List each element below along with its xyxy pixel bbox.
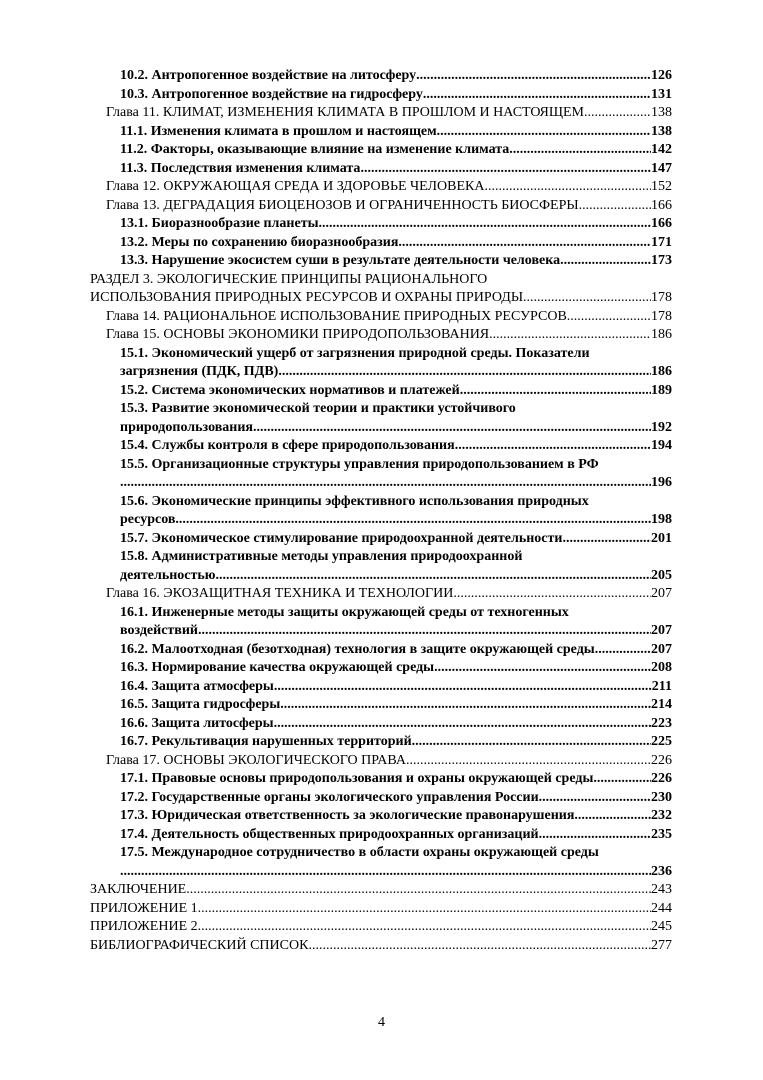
toc-entry-page: 173 — [651, 253, 672, 268]
toc-entry-title: Глава 16. ЭКОЗАЩИТНАЯ ТЕХНИКА И ТЕХНОЛОГИИ — [106, 586, 454, 601]
toc-entry-page: 142 — [651, 142, 672, 157]
toc-entry-title: ЗАКЛЮЧЕНИЕ — [90, 882, 187, 897]
toc-entry-page: 138 — [651, 123, 672, 139]
toc-entry[interactable] — [90, 308, 672, 327]
dot-leader — [437, 123, 651, 142]
dot-leader — [186, 881, 651, 900]
toc-entry[interactable] — [90, 678, 672, 697]
toc-entry-title: Глава 11. КЛИМАТ, ИЗМЕНЕНИЯ КЛИМАТА В ПРОШЛОМ И НАСТОЯЩЕМ — [106, 105, 584, 120]
toc-entry-page: 235 — [651, 826, 672, 842]
dot-leader — [274, 715, 651, 734]
toc-entry-title: 10.2. Антропогенное воздействие на литосферу — [120, 68, 417, 83]
toc-entry-title: ИСПОЛЬЗОВАНИЯ ПРИРОДНЫХ РЕСУРСОВ И ОХРАНЫ ПРИРОДЫ — [90, 290, 524, 305]
dot-leader — [434, 659, 651, 678]
dot-leader — [120, 474, 651, 493]
toc-entry[interactable] — [90, 178, 672, 197]
toc-entry[interactable] — [90, 326, 672, 345]
toc-entry-title: 11.1. Изменения климата в прошлом и настоящем — [120, 123, 437, 139]
dot-leader — [280, 696, 651, 715]
toc-entry-title: Глава 13. ДЕГРАДАЦИЯ БИОЦЕНОЗОВ И ОГРАНИЧЕННОСТЬ БИОСФЕРЫ — [106, 197, 579, 213]
toc-entry-page: 226 — [651, 771, 672, 786]
toc-entry-page: 236 — [651, 863, 672, 879]
dot-leader — [253, 419, 651, 438]
dot-leader — [412, 733, 651, 752]
toc-entry-page: 186 — [651, 327, 672, 342]
toc-entry[interactable] — [90, 918, 672, 937]
toc-entry-title: 10.3. Антропогенное воздействие на гидросферу — [120, 86, 423, 102]
toc-entry-title: ресурсов — [120, 512, 176, 527]
toc-entry[interactable] — [90, 345, 672, 382]
toc-entry-page: 189 — [651, 382, 672, 398]
dot-leader — [595, 641, 651, 660]
toc-entry[interactable] — [90, 715, 672, 734]
dot-leader — [453, 585, 651, 604]
toc-entry[interactable] — [90, 881, 672, 900]
toc-entry-title: ПРИЛОЖЕНИЕ 2 — [90, 919, 198, 934]
toc-entry-page: 171 — [651, 234, 672, 250]
toc-entry-title: 13.1. Биоразнообразие планеты — [120, 216, 319, 231]
toc-entry-page: 178 — [651, 290, 672, 305]
toc-entry-page: 245 — [651, 919, 672, 934]
dot-leader — [398, 234, 651, 253]
toc-entry-page: 131 — [651, 86, 672, 102]
toc-entry[interactable] — [90, 752, 672, 771]
toc-entry[interactable] — [90, 123, 672, 142]
toc-entry-page: 126 — [651, 68, 672, 83]
toc-entry[interactable] — [90, 826, 672, 845]
toc-entry-page: 211 — [651, 678, 672, 694]
toc-entry-title: 11.2. Факторы, оказывающие влияние на изменение климата — [120, 142, 510, 157]
dot-leader — [460, 382, 651, 401]
toc-entry-page: 277 — [651, 937, 672, 953]
toc-entry[interactable] — [90, 86, 672, 105]
toc-entry[interactable] — [90, 548, 672, 585]
toc-entry[interactable] — [90, 104, 672, 123]
toc-entry[interactable] — [90, 215, 672, 234]
toc-entry-page: 232 — [651, 808, 672, 823]
toc-entry-page: 178 — [651, 308, 672, 324]
toc-entry-title-line: 15.3. Развитие экономической теории и практики устойчивого — [120, 401, 516, 416]
toc-entry-title: 17.2. Государственные органы экологического управления России — [120, 789, 539, 805]
dot-leader — [484, 178, 651, 197]
toc-entry-page: 223 — [651, 715, 672, 731]
toc-entry[interactable] — [90, 641, 672, 660]
toc-entry-title: 17.3. Юридическая ответственность за экологические правонарушения — [120, 808, 575, 823]
toc-entry-title: Глава 15. ОСНОВЫ ЭКОНОМИКИ ПРИРОДОПОЛЬЗОВАНИЯ — [106, 327, 490, 342]
dot-leader — [120, 863, 651, 882]
toc-entry-title: Глава 17. ОСНОВЫ ЭКОЛОГИЧЕСКОГО ПРАВА — [106, 752, 406, 768]
toc-entry-title: 16.5. Защита гидросферы — [120, 697, 281, 712]
table-of-contents — [90, 67, 672, 955]
toc-entry-title: Глава 14. РАЦИОНАЛЬНОЕ ИСПОЛЬЗОВАНИЕ ПРИРОДНЫХ РЕСУРСОВ — [106, 308, 567, 324]
toc-entry-page: 198 — [651, 512, 672, 527]
toc-entry-title: 16.3. Нормирование качества окружающей среды — [120, 660, 435, 675]
toc-entry-page: 207 — [651, 623, 672, 638]
toc-entry-title-line: 15.8. Административные методы управления природоохранной — [120, 549, 523, 564]
toc-entry-page: 147 — [651, 160, 672, 176]
toc-entry-title: воздействий — [120, 623, 198, 638]
dot-leader — [416, 67, 651, 86]
toc-entry-page: 214 — [651, 697, 672, 712]
toc-entry[interactable] — [90, 271, 672, 308]
toc-entry-page: 166 — [651, 197, 672, 213]
toc-entry-title: 13.3. Нарушение экосистем суши в результате деятельности человека — [120, 253, 561, 268]
toc-entry[interactable] — [90, 844, 672, 881]
dot-leader — [593, 770, 651, 789]
toc-entry-title-line: РАЗДЕЛ 3. ЭКОЛОГИЧЕСКИЕ ПРИНЦИПЫ РАЦИОНАЛЬНОГО — [90, 271, 488, 287]
toc-entry[interactable] — [90, 67, 672, 86]
toc-entry[interactable] — [90, 234, 672, 253]
toc-entry[interactable] — [90, 789, 672, 808]
dot-leader — [198, 622, 651, 641]
toc-entry-page: 166 — [651, 216, 672, 231]
dot-leader — [319, 215, 651, 234]
toc-entry-title-line: 15.5. Организационные структуры управления природопользованием в РФ — [120, 456, 599, 472]
toc-entry-title: 16.4. Защита атмосферы — [120, 678, 274, 694]
toc-entry-page: 186 — [651, 364, 672, 379]
toc-entry-title: 15.4. Службы контроля в сфере природопользования — [120, 438, 455, 453]
dot-leader — [198, 918, 651, 937]
dot-leader — [584, 104, 651, 123]
dot-leader — [539, 826, 651, 845]
toc-entry-page: 226 — [651, 752, 672, 768]
toc-entry[interactable] — [90, 937, 672, 956]
toc-entry-page: 194 — [651, 438, 672, 453]
toc-entry-title-line: 15.1. Экономический ущерб от загрязнения природной среды. Показатели — [120, 345, 590, 361]
dot-leader — [278, 363, 651, 382]
toc-entry[interactable] — [90, 770, 672, 789]
toc-entry-title: ПРИЛОЖЕНИЕ 1 — [90, 900, 198, 916]
toc-entry-title: природопользования — [120, 419, 253, 435]
dot-leader — [509, 141, 651, 160]
toc-entry[interactable] — [90, 696, 672, 715]
toc-entry[interactable] — [90, 807, 672, 826]
dot-leader — [455, 437, 651, 456]
toc-entry[interactable] — [90, 900, 672, 919]
toc-entry[interactable] — [90, 382, 672, 401]
dot-leader — [523, 289, 651, 308]
toc-entry-page: 192 — [651, 419, 672, 435]
dot-leader — [539, 789, 651, 808]
toc-entry-page: 152 — [651, 179, 672, 194]
toc-entry-page: 207 — [651, 641, 672, 657]
toc-entry[interactable] — [90, 585, 672, 604]
dot-leader — [423, 86, 651, 105]
toc-entry-page: 196 — [651, 475, 672, 490]
dot-leader — [574, 807, 651, 826]
toc-entry[interactable] — [90, 160, 672, 179]
toc-entry[interactable] — [90, 437, 672, 456]
toc-entry-page: 138 — [651, 105, 672, 120]
toc-entry-title: 15.7. Экономическое стимулирование природоохранной деятельности — [120, 530, 563, 546]
toc-entry[interactable] — [90, 141, 672, 160]
toc-entry[interactable] — [90, 530, 672, 549]
toc-entry-page: 205 — [651, 567, 672, 583]
toc-entry-page: 207 — [651, 586, 672, 601]
toc-entry[interactable] — [90, 400, 672, 437]
dot-leader — [489, 326, 651, 345]
dot-leader — [560, 252, 651, 271]
toc-entry-title-line: 16.1. Инженерные методы защиты окружающей среды от техногенных — [120, 604, 569, 620]
toc-entry-title: 16.2. Малоотходная (безотходная) технология в защите окружающей среды — [120, 641, 595, 657]
toc-entry-title: 13.2. Меры по сохранению биоразнообразия — [120, 234, 399, 250]
dot-leader — [198, 900, 651, 919]
toc-entry-title: 16.6. Защита литосферы — [120, 715, 274, 731]
dot-leader — [567, 308, 651, 327]
toc-entry-title: загрязнения (ПДК, ПДВ) — [120, 364, 279, 379]
toc-entry[interactable] — [90, 659, 672, 678]
toc-entry-page: 208 — [651, 660, 672, 675]
toc-entry-page: 225 — [651, 734, 672, 749]
toc-entry-page: 230 — [651, 789, 672, 805]
toc-entry[interactable] — [90, 733, 672, 752]
toc-entry-title: Глава 12. ОКРУЖАЮЩАЯ СРЕДА И ЗДОРОВЬЕ ЧЕЛОВЕКА — [106, 179, 485, 194]
toc-entry-page: 201 — [651, 530, 672, 546]
page-number: 4 — [378, 1015, 385, 1030]
toc-entry-title: деятельностью — [120, 567, 216, 583]
toc-entry-page: 244 — [651, 900, 672, 916]
toc-entry-title-line: 17.5. Международное сотрудничество в области охраны окружающей среды — [120, 845, 599, 860]
toc-entry-title: 17.4. Деятельность общественных природоохранных организаций — [120, 826, 539, 842]
dot-leader — [360, 160, 651, 179]
toc-entry[interactable] — [90, 493, 672, 530]
toc-entry-title: 15.2. Система экономических нормативов и платежей — [120, 382, 460, 398]
toc-entry-title: 17.1. Правовые основы природопользования и охраны окружающей среды — [120, 771, 594, 786]
dot-leader — [406, 752, 651, 771]
toc-entry[interactable] — [90, 197, 672, 216]
toc-entry[interactable] — [90, 252, 672, 271]
dot-leader — [562, 530, 651, 549]
dot-leader — [308, 937, 651, 956]
toc-entry-title: БИБЛИОГРАФИЧЕСКИЙ СПИСОК — [90, 937, 309, 953]
toc-entry[interactable] — [90, 456, 672, 493]
dot-leader — [175, 511, 651, 530]
toc-entry-title: 16.7. Рекультивация нарушенных территорий — [120, 734, 412, 749]
toc-entry-page: 243 — [651, 882, 672, 897]
toc-entry-title-line: 15.6. Экономические принципы эффективного использования природных — [120, 493, 589, 509]
toc-entry-title: 11.3. Последствия изменения климата — [120, 160, 361, 176]
dot-leader — [579, 197, 651, 216]
dot-leader — [215, 567, 651, 586]
dot-leader — [274, 678, 652, 697]
toc-entry[interactable] — [90, 604, 672, 641]
